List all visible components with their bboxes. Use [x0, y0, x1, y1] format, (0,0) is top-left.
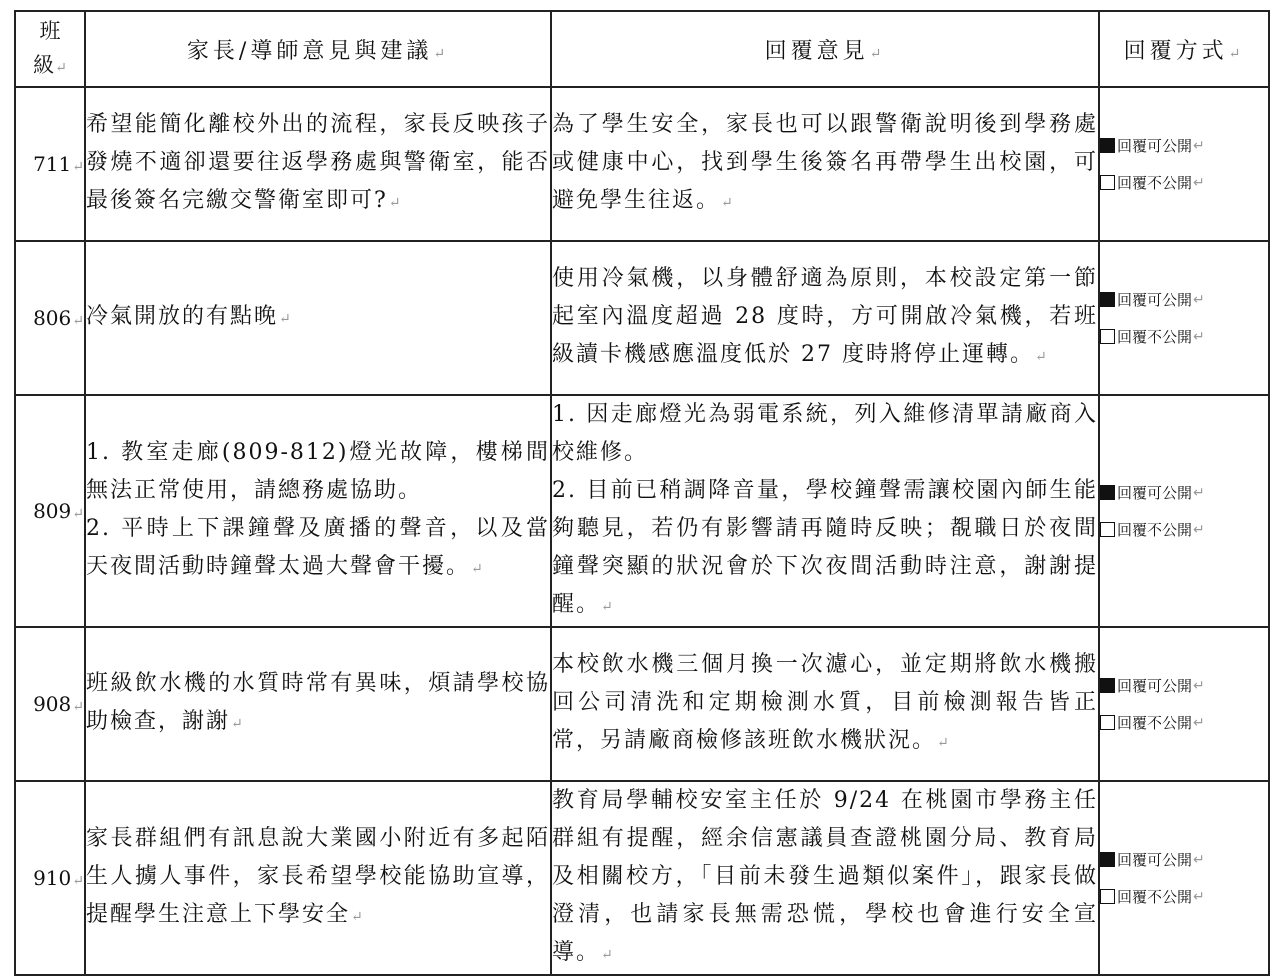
- reply-cell: 本校飲水機三個月換一次濾心，並定期將飲水機搬回公司清洗和定期檢測水質，目前檢測報告皆正常，另請廠商檢修該班飲水機狀況。↵: [551, 627, 1099, 781]
- header-class: 班 級↵: [15, 11, 85, 87]
- option-public[interactable]: 回覆可公開 ↵: [1100, 667, 1268, 704]
- unchecked-box-icon[interactable]: [1100, 889, 1115, 904]
- option-private[interactable]: 回覆不公開 ↵: [1100, 511, 1268, 548]
- header-suggestion: 家長/導師意見與建議↵: [85, 11, 551, 87]
- unchecked-box-icon[interactable]: [1100, 715, 1115, 730]
- suggestion-cell: 冷氣開放的有點晚↵: [85, 241, 551, 395]
- method-cell: [1099, 395, 1269, 627]
- method-cell: [1099, 87, 1269, 241]
- unchecked-box-icon[interactable]: [1100, 329, 1115, 344]
- option-public[interactable]: 回覆可公開 ↵: [1100, 127, 1268, 164]
- unchecked-box-icon[interactable]: [1100, 522, 1115, 537]
- suggestion-cell: 1. 教室走廊(809-812)燈光故障，樓梯間無法正常使用，請總務處協助。 2. 平時上下課鐘聲及廣播的聲音，以及當天夜間活動時鐘聲太過大聲會干擾。↵: [85, 395, 551, 627]
- class-cell: 711↵: [15, 87, 85, 241]
- reply-cell: 為了學生安全，家長也可以跟警衛說明後到學務處或健康中心，找到學生後簽名再帶學生出校園，可避免學生往返。↵: [551, 87, 1099, 241]
- checked-box-icon[interactable]: [1100, 678, 1115, 693]
- option-public[interactable]: 回覆可公開 ↵: [1100, 281, 1268, 318]
- option-private[interactable]: 回覆不公開 ↵: [1100, 318, 1268, 355]
- option-private[interactable]: 回覆不公開 ↵: [1100, 704, 1268, 741]
- header-row: [15, 11, 1269, 87]
- suggestion-cell: 希望能簡化離校外出的流程，家長反映孩子發燒不適卻還要往返學務處與警衛室，能否最後簽名完繳交警衛室即可?↵: [85, 87, 551, 241]
- checked-box-icon[interactable]: [1100, 292, 1115, 307]
- option-public[interactable]: 回覆可公開 ↵: [1100, 474, 1268, 511]
- checked-box-icon[interactable]: [1100, 485, 1115, 500]
- class-cell: 809↵: [15, 395, 85, 627]
- method-cell: [1099, 241, 1269, 395]
- reply-cell: 教育局學輔校安室主任於 9/24 在桃園市學務主任群組有提醒，經余信憲議員查證桃園分局、教育局及相關校方，「目前未發生過類似案件」，跟家長做澄清，也請家長無需恐慌，學校也會進行安全宣導。↵: [551, 781, 1099, 975]
- table-row: [15, 87, 1269, 241]
- reply-cell: 1. 因走廊燈光為弱電系統，列入維修清單請廠商入校維修。 2. 目前已稍調降音量，學校鐘聲需讓校園內師生能夠聽見，若仍有影響請再隨時反映；覩職日於夜間鐘聲突顯的狀況會於下次夜間活動時注意，謝謝提醒。↵: [551, 395, 1099, 627]
- checked-box-icon[interactable]: [1100, 852, 1115, 867]
- class-cell: 806↵: [15, 241, 85, 395]
- header-method: 回覆方式↵: [1099, 11, 1269, 87]
- header-reply: 回覆意見↵: [551, 11, 1099, 87]
- table-row: [15, 241, 1269, 395]
- suggestion-cell: 班級飲水機的水質時常有異味，煩請學校協助檢查，謝謝↵: [85, 627, 551, 781]
- class-cell: 910↵: [15, 781, 85, 975]
- checked-box-icon[interactable]: [1100, 138, 1115, 153]
- option-private[interactable]: 回覆不公開 ↵: [1100, 878, 1268, 915]
- feedback-table: [14, 10, 1270, 976]
- option-public[interactable]: 回覆可公開 ↵: [1100, 841, 1268, 878]
- table-row: [15, 627, 1269, 781]
- option-private[interactable]: 回覆不公開 ↵: [1100, 164, 1268, 201]
- reply-cell: 使用冷氣機，以身體舒適為原則，本校設定第一節起室內溫度超過 28 度時，方可開啟冷氣機，若班級讀卡機感應溫度低於 27 度時將停止運轉。↵: [551, 241, 1099, 395]
- method-cell: [1099, 627, 1269, 781]
- unchecked-box-icon[interactable]: [1100, 175, 1115, 190]
- table-row: [15, 395, 1269, 627]
- table-row: [15, 781, 1269, 975]
- class-cell: 908↵: [15, 627, 85, 781]
- suggestion-cell: 家長群組們有訊息說大業國小附近有多起陌生人擄人事件，家長希望學校能協助宣導，提醒學生注意上下學安全↵: [85, 781, 551, 975]
- method-cell: [1099, 781, 1269, 975]
